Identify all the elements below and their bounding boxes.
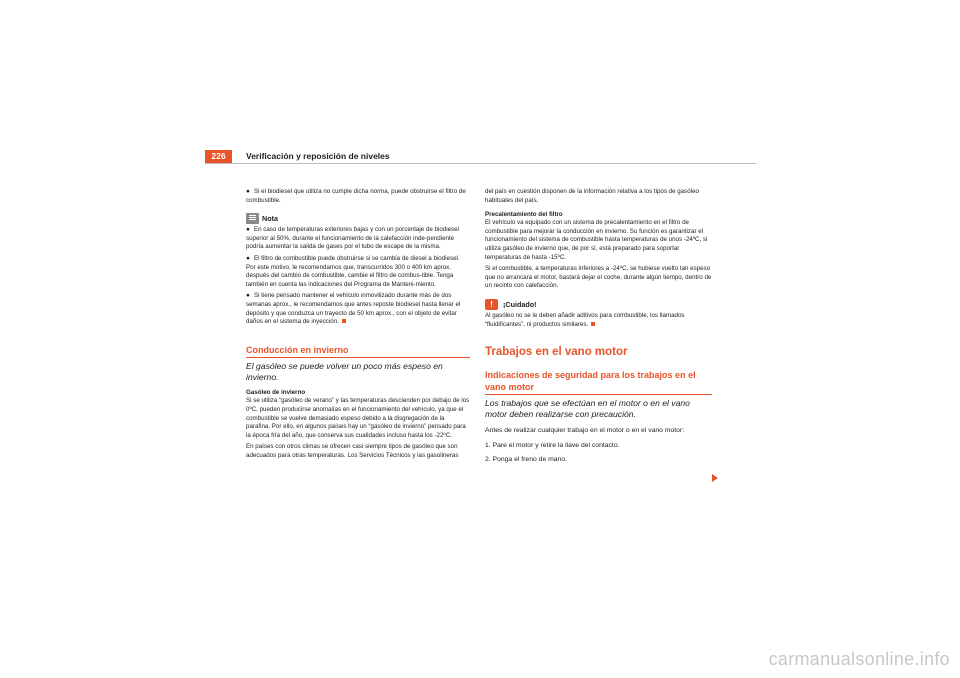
note-bullet: ● Si tiene pensado mantener el vehículo inmovilizado durante más de dos semanas aprox., le recomendamos que antes reposte biodiesel hasta llenar el depósito y que conduzca un trayecto de 50 km aprox., con el objeto de evitar daños en el sistema de inyección. — [246, 292, 461, 326]
paragraph: Si se utiliza “gasóleo de verano” y las temperaturas descienden por debajo de los 0ºC, pueden producirse anomalías en el funcionamiento del vehículo, ya que el combustible se vuelve demasiado espeso debido a la disgregación de la parafina. Por ello, en algunos países hay un “gasóleo de invierno” pensado para la época fría del año, que conserva sus cualidades incluso hasta los -22ºC. — [246, 397, 470, 439]
paragraph: del país en cuestión disponen de la información relativa a los tipos de gasóleo habituales del país. — [485, 188, 699, 204]
right-column — [485, 188, 712, 464]
continue-arrow-icon — [712, 474, 718, 482]
section-subtitle: El gasóleo se puede volver un poco más espeso en invierno. — [246, 360, 443, 382]
caution-text: Al gasóleo no se le deben añadir aditivos para combustible, los llamados “fluidificantes”, ni productos similares. — [485, 312, 685, 328]
paragraph: El vehículo va equipado con un sistema de precalentamiento en el filtro de combustible para mejorar la conducción en invierno. Su función es garantizar el funcionamiento del sistema de combustible hasta temperaturas de unos -24ºC, si utiliza gasóleo de invierno que, de por sí, está preparado para soportar temperaturas de hasta -15ºC. — [485, 219, 708, 261]
watermark: carmanualsonline.info — [768, 649, 950, 669]
caution-title: ¡Cuidado! — [503, 300, 537, 310]
note-header — [246, 213, 470, 224]
caution-header — [485, 299, 712, 310]
intro-text: Antes de realizar cualquier trabajo en el motor o en el vano motor: — [485, 427, 685, 435]
note-title: Nota — [262, 214, 278, 224]
end-of-section-icon — [591, 322, 595, 326]
note-bullet: ● En caso de temperaturas exteriores bajas y con un porcentaje de biodiesel superior al 50%, durante el funcionamiento de la calefacción inde-pendiente podría aumentar la salida de gases por el tubo de escape de la misma. — [246, 226, 459, 251]
caution-icon: ! — [485, 299, 498, 310]
bullet-item: ● Si el biodiesel que utiliza no cumple dicha norma, puede obstruirse el filtro de combustible. — [246, 188, 466, 204]
section-heading: Indicaciones de seguridad para los trabajos en el vano motor — [485, 370, 696, 393]
section-divider — [485, 394, 712, 395]
header-divider — [205, 163, 756, 164]
page-number: 226 — [205, 150, 232, 163]
step-item: 1. Pare el motor y retire la llave del contacto. — [485, 441, 620, 449]
section-heading: Conducción en invierno — [246, 344, 349, 355]
step-item: 2. Ponga el freno de mano. — [485, 456, 567, 464]
left-column — [246, 188, 470, 460]
bullet-icon: ● — [246, 254, 250, 262]
bullet-icon: ● — [246, 226, 250, 234]
bullet-icon: ● — [246, 292, 250, 300]
section-divider — [246, 357, 470, 358]
section-subtitle: Los trabajos que se efectúan en el motor o en el vano motor deben realizarse con precaución. — [485, 398, 690, 420]
subheading: Gasóleo de invierno — [246, 388, 306, 396]
chapter-title: Trabajos en el vano motor — [485, 346, 628, 359]
note-bullet: ● El filtro de combustible puede obstruirse si se cambia de diesel a biodiesel. Por este motivo, le recomendamos que, transcurridos 300 o 400 km aprox. después del cambio de combustible, cambie el filtro de combus-tible. Tenga también en cuenta las indicaciones del Programa de Manteni-miento. — [246, 254, 460, 288]
end-of-section-icon — [342, 319, 346, 323]
bullet-icon: ● — [246, 188, 250, 195]
note-icon — [246, 213, 259, 224]
paragraph: En países con otros climas se ofrecen casi siempre tipos de gasóleo que son adecuados para otras temperaturas. Los Servicios Técnicos y las gasolineras — [246, 443, 459, 459]
paragraph: Si el combustible, a temperaturas inferiores a -24ºC, se hubiese vuelto tan espeso que no arrancara el motor, bastará dejar el coche, durante algún tiempo, dentro de un recinto con calefacción. — [485, 265, 712, 290]
page-header-title: Verificación y reposición de niveles — [246, 151, 390, 161]
subheading: Precalentamiento del filtro — [485, 210, 563, 218]
